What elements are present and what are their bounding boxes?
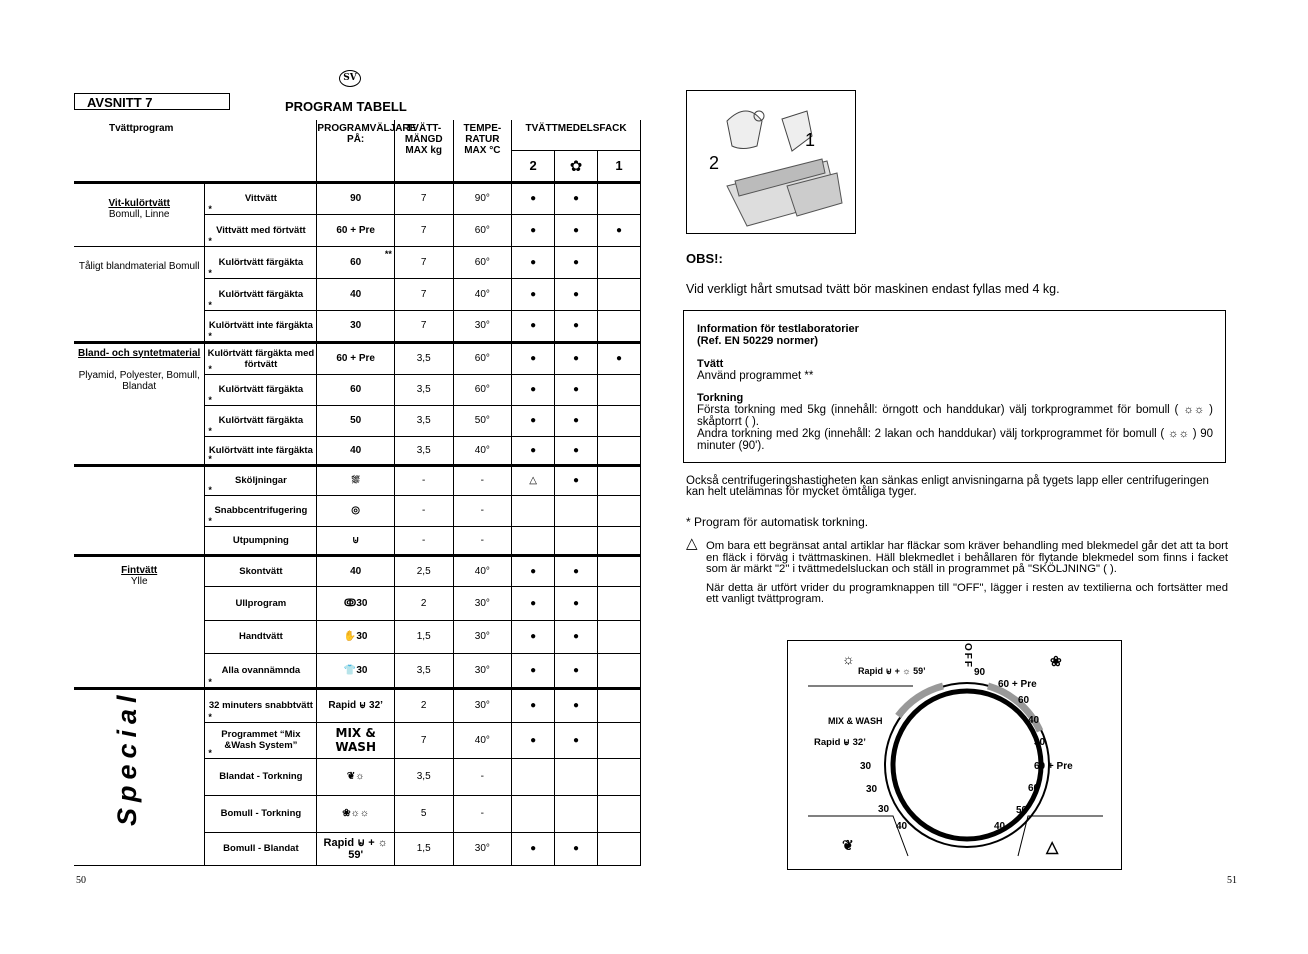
header-selector: PROGRAMVÄLJARE PÅ: bbox=[317, 120, 394, 182]
table-cell: 👕30 bbox=[317, 653, 394, 688]
table-cell: ● bbox=[512, 405, 555, 436]
header-load: TVÄTT- MÄNGD MAX kg bbox=[394, 120, 453, 182]
table-cell: 7 bbox=[394, 182, 453, 214]
table-cell: Kulörtvätt färgäkta * bbox=[205, 278, 317, 310]
table-cell: ● bbox=[512, 246, 555, 278]
table-cell: - bbox=[394, 465, 453, 495]
language-badge: SV bbox=[339, 70, 361, 87]
table-cell: 3,5 bbox=[394, 436, 453, 465]
page-number-right: 51 bbox=[1227, 875, 1237, 886]
table-cell: 3,5 bbox=[394, 342, 453, 374]
table-cell: 40 bbox=[317, 436, 394, 465]
table-cell: 5 bbox=[394, 795, 453, 832]
table-cell: ● bbox=[512, 214, 555, 246]
table-row bbox=[74, 246, 641, 278]
table-cell bbox=[555, 495, 598, 526]
table-cell: 7 bbox=[394, 278, 453, 310]
table-cell: - bbox=[453, 758, 512, 795]
table-cell bbox=[597, 246, 640, 278]
table-cell: Vittvätt med förtvätt * bbox=[205, 214, 317, 246]
table-cell: ● bbox=[555, 555, 598, 586]
table-cell: Ullprogram bbox=[205, 586, 317, 620]
table-cell: ● bbox=[555, 620, 598, 653]
table-cell bbox=[597, 555, 640, 586]
table-cell: ● bbox=[512, 374, 555, 405]
table-cell: 30° bbox=[453, 586, 512, 620]
handwash-icon: ✋ bbox=[343, 631, 357, 642]
table-cell: 60 + Pre bbox=[317, 342, 394, 374]
table-cell: 90° bbox=[453, 182, 512, 214]
flower-icon: ✿ bbox=[555, 150, 598, 182]
table-cell: Vittvätt * bbox=[205, 182, 317, 214]
table-cell: 60 ** bbox=[317, 246, 394, 278]
table-cell bbox=[597, 620, 640, 653]
table-cell: Rapid ⊌ + ☼ 59' bbox=[317, 832, 394, 865]
table-cell: Kulörtvätt färgäkta * bbox=[205, 246, 317, 278]
auto-dry-note: * Program för automatisk torkning. bbox=[686, 515, 869, 529]
table-cell: ✋30 bbox=[317, 620, 394, 653]
table-cell: 2 bbox=[394, 688, 453, 722]
table-cell bbox=[597, 495, 640, 526]
table-cell: Snabbcentrifugering * bbox=[205, 495, 317, 526]
leaf-icon: ❦ bbox=[842, 837, 854, 853]
special-label: Special bbox=[112, 689, 142, 826]
table-cell: 40° bbox=[453, 436, 512, 465]
program-dial-diagram: OFF 90 60 + Pre 60 40 30 60 + Pre 60 50 40 MIX & WASH Rapid ⊌ 32’ Rapid ⊌ + ☼ 59’ 30 30 30 40 ☼ ❀ △ ❦ bbox=[787, 640, 1122, 870]
table-cell: ● bbox=[555, 688, 598, 722]
table-cell bbox=[597, 653, 640, 688]
table-cell: 32 minuters snabbtvätt * bbox=[205, 688, 317, 722]
obs-text: Vid verkligt hårt smutsad tvätt bör maskinen endast fyllas med 4 kg. bbox=[686, 282, 1060, 296]
table-cell bbox=[74, 465, 205, 555]
table-cell: ● bbox=[512, 182, 555, 214]
table-cell bbox=[597, 436, 640, 465]
table-cell: Sköljningar * bbox=[205, 465, 317, 495]
table-row bbox=[74, 555, 641, 586]
table-cell: ● bbox=[555, 465, 598, 495]
table-cell: Rapid ⊌ 32’ bbox=[317, 688, 394, 722]
header-comp-1: 1 bbox=[597, 150, 640, 182]
table-cell bbox=[597, 182, 640, 214]
table-cell: 30° bbox=[453, 653, 512, 688]
table-cell: Vit-kulörtvätt Bomull, Linne bbox=[74, 182, 205, 246]
table-cell: - bbox=[453, 495, 512, 526]
table-cell: ● bbox=[512, 310, 555, 342]
table-cell: 3,5 bbox=[394, 374, 453, 405]
sun-icon: ☼ bbox=[842, 651, 855, 667]
wool-icon: ↂ bbox=[343, 597, 357, 609]
table-cell: Kulörtvätt färgäkta * bbox=[205, 405, 317, 436]
table-cell: Tåligt blandmaterial Bomull bbox=[74, 246, 205, 342]
table-cell bbox=[597, 465, 640, 495]
table-cell: ● bbox=[555, 246, 598, 278]
mixed-dry-icon: ❦☼ bbox=[317, 758, 394, 795]
table-cell: 50 bbox=[317, 405, 394, 436]
shirt-icon: 👕 bbox=[343, 664, 357, 676]
spin-note: Också centrifugeringshastigheten kan sänkas enligt anvisningarna på tygets lapp eller centrifugeringen kan helt utelämnas för mycket ömtåliga tyger. bbox=[686, 475, 1209, 498]
table-cell: 60 bbox=[317, 374, 394, 405]
table-cell: - bbox=[394, 495, 453, 526]
table-cell: ● bbox=[512, 586, 555, 620]
table-cell: 30° bbox=[453, 832, 512, 865]
cotton-dry-icon: ❀☼☼ bbox=[317, 795, 394, 832]
table-cell: 1,5 bbox=[394, 620, 453, 653]
table-cell: Programmet “Mix &Wash System” * bbox=[205, 722, 317, 758]
table-cell: ↂ30 bbox=[317, 586, 394, 620]
table-cell: 30° bbox=[453, 310, 512, 342]
table-cell: ● bbox=[512, 278, 555, 310]
table-cell: 30° bbox=[453, 620, 512, 653]
table-cell: - bbox=[453, 795, 512, 832]
table-cell: ● bbox=[555, 278, 598, 310]
label-1: 1 bbox=[805, 130, 816, 150]
table-cell: 2 bbox=[394, 586, 453, 620]
table-cell: ● bbox=[512, 620, 555, 653]
table-cell: - bbox=[453, 526, 512, 555]
spin-icon: ◎ bbox=[317, 495, 394, 526]
table-cell: ● bbox=[555, 832, 598, 865]
table-cell: ● bbox=[512, 832, 555, 865]
table-cell: ● bbox=[555, 405, 598, 436]
drain-icon: ⊍ bbox=[317, 526, 394, 555]
table-cell: 7 bbox=[394, 310, 453, 342]
header-program: Tvättprogram bbox=[74, 120, 317, 182]
section-label: AVSNITT 7 bbox=[74, 93, 230, 110]
table-cell: 3,5 bbox=[394, 653, 453, 688]
table-cell: 40° bbox=[453, 722, 512, 758]
table-cell: 7 bbox=[394, 246, 453, 278]
table-cell: 3,5 bbox=[394, 758, 453, 795]
table-cell: Utpumpning bbox=[205, 526, 317, 555]
page-title: PROGRAM TABELL bbox=[285, 99, 407, 114]
table-cell: 90 bbox=[317, 182, 394, 214]
table-cell: Kulörtvätt färgäkta med förtvätt * bbox=[205, 342, 317, 374]
table-cell: 40° bbox=[453, 555, 512, 586]
header-detergent: TVÄTTMEDELSFACK bbox=[512, 120, 641, 150]
table-cell bbox=[597, 586, 640, 620]
table-cell: 2,5 bbox=[394, 555, 453, 586]
table-cell: ● bbox=[555, 342, 598, 374]
table-row bbox=[74, 342, 641, 374]
table-cell bbox=[597, 832, 640, 865]
page-number-left: 50 bbox=[76, 875, 86, 886]
header-comp-2: 2 bbox=[512, 150, 555, 182]
table-cell: - bbox=[394, 526, 453, 555]
program-table bbox=[74, 120, 641, 866]
table-cell: ● bbox=[512, 688, 555, 722]
table-cell: Skontvätt bbox=[205, 555, 317, 586]
table-cell: ● bbox=[555, 182, 598, 214]
table-cell: 40 bbox=[317, 278, 394, 310]
table-cell: Blandat - Torkning bbox=[205, 758, 317, 795]
table-cell: Alla ovannämnda * bbox=[205, 653, 317, 688]
table-cell bbox=[597, 526, 640, 555]
table-cell bbox=[512, 526, 555, 555]
warning-triangle-icon: △ bbox=[686, 535, 698, 552]
group-title: Vit-kulörtvätt bbox=[108, 197, 170, 209]
table-cell: Kulörtvätt färgäkta * bbox=[205, 374, 317, 405]
table-cell bbox=[555, 526, 598, 555]
table-cell bbox=[512, 758, 555, 795]
table-cell: 40 bbox=[317, 555, 394, 586]
table-cell: ● bbox=[555, 310, 598, 342]
table-cell: 50° bbox=[453, 405, 512, 436]
table-cell: 60° bbox=[453, 214, 512, 246]
table-cell: MIX & WASH bbox=[317, 722, 394, 758]
table-cell: Bland- och syntetmaterial Plyamid, Polyester, Bomull, Blandat bbox=[74, 342, 205, 465]
table-cell: ● bbox=[555, 653, 598, 688]
table-row bbox=[74, 465, 641, 495]
table-cell bbox=[597, 722, 640, 758]
table-cell: ● bbox=[512, 436, 555, 465]
table-cell: ● bbox=[597, 342, 640, 374]
table-cell: ● bbox=[555, 722, 598, 758]
table-row bbox=[74, 182, 641, 214]
table-cell: 60° bbox=[453, 374, 512, 405]
table-cell bbox=[555, 758, 598, 795]
cotton-icon: ❀ bbox=[1050, 653, 1062, 669]
table-cell bbox=[597, 405, 640, 436]
table-cell: 1,5 bbox=[394, 832, 453, 865]
table-cell: ● bbox=[512, 555, 555, 586]
table-cell: ● bbox=[597, 214, 640, 246]
table-cell: 30° bbox=[453, 688, 512, 722]
table-cell: ● bbox=[512, 342, 555, 374]
table-cell: ● bbox=[512, 722, 555, 758]
detergent-drawer-illustration bbox=[686, 90, 856, 234]
header-temp: TEMPE- RATUR MAX °C bbox=[453, 120, 512, 182]
table-cell bbox=[555, 795, 598, 832]
table-cell: 60 + Pre bbox=[317, 214, 394, 246]
table-cell: ● bbox=[512, 653, 555, 688]
table-cell: Kulörtvätt inte färgäkta * bbox=[205, 436, 317, 465]
table-cell: Bomull - Blandat bbox=[205, 832, 317, 865]
bleach-triangle-icon: △ bbox=[512, 465, 555, 495]
table-cell: 60° bbox=[453, 342, 512, 374]
table-cell: ● bbox=[555, 436, 598, 465]
table-cell: 60° bbox=[453, 246, 512, 278]
table-cell: Fintvätt Ylle bbox=[74, 555, 205, 688]
table-cell bbox=[597, 278, 640, 310]
table-cell: 7 bbox=[394, 722, 453, 758]
table-cell bbox=[597, 795, 640, 832]
test-lab-info-box: Information för testlaboratorier (Ref. EN 50229 normer) Tvätt Använd programmet ** Torkning Första torkning med 5kg (innehåll: örngott och handdukar) välj torkprogrammet för bomull ( ☼☼ ) skåptorrt ( ). Andra torkning med 2kg (innehåll: 2 lakan och handdukar) välj torkprogrammet för bomull ( ☼☼ ) 90 minuter (90'). bbox=[683, 310, 1226, 463]
table-cell bbox=[597, 688, 640, 722]
bleach-note: △ Om bara ett begränsat antal artiklar har fläckar som kräver behandling med blekmedel går det att ta bort en fläck i förväg i tvättmaskinen. Häll blekmedlet i behållaren för flytande blekmedel som finns i facket som är märkt "2" i tvättmedelsluckan och ställ in programmet på "SKÖLJNING" ( ). När detta är utfört vrider du programknappen till "OFF", lägger i resten av textilierna och fortsätter med ett vanligt tvättprogram. bbox=[686, 535, 1228, 605]
table-cell bbox=[597, 758, 640, 795]
table-cell: ● bbox=[555, 374, 598, 405]
table-cell: 3,5 bbox=[394, 405, 453, 436]
table-cell: 40° bbox=[453, 278, 512, 310]
triangle-icon: △ bbox=[1046, 839, 1059, 856]
table-row bbox=[74, 688, 641, 722]
label-2: 2 bbox=[709, 153, 720, 173]
table-cell: - bbox=[453, 465, 512, 495]
obs-heading: OBS!: bbox=[686, 251, 723, 266]
table-cell: 30 bbox=[317, 310, 394, 342]
table-cell bbox=[597, 310, 640, 342]
table-cell: Bomull - Torkning bbox=[205, 795, 317, 832]
table-cell: Handtvätt bbox=[205, 620, 317, 653]
table-cell: 7 bbox=[394, 214, 453, 246]
table-cell bbox=[512, 495, 555, 526]
table-cell bbox=[597, 374, 640, 405]
table-cell: Kulörtvätt inte färgäkta * bbox=[205, 310, 317, 342]
table-cell: ● bbox=[555, 214, 598, 246]
rinse-icon: ⛆ bbox=[317, 465, 394, 495]
table-cell bbox=[512, 795, 555, 832]
table-cell: ● bbox=[555, 586, 598, 620]
